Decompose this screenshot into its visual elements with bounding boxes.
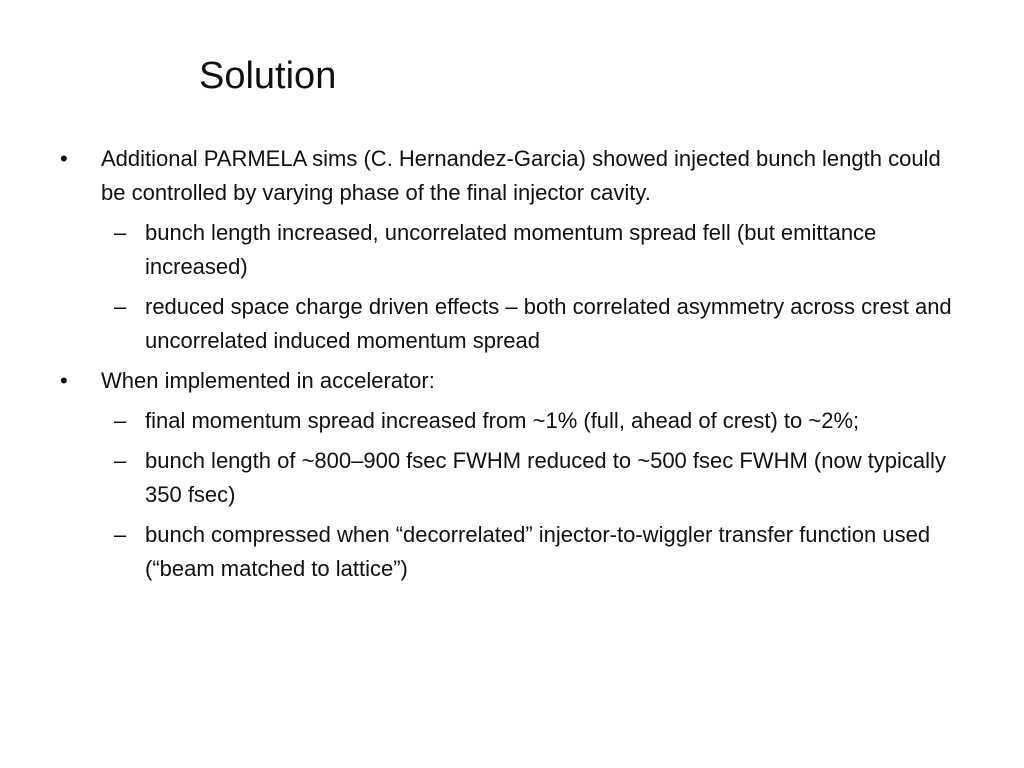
dash-marker: – bbox=[114, 294, 127, 319]
sub-bullet-text: bunch length of ~800–900 fsec FWHM reduced to ~500 fsec FWHM (now typically 350 fsec) bbox=[145, 448, 946, 507]
bullet-list bbox=[56, 142, 956, 592]
sub-bullet-text: bunch compressed when “decorrelated” injector-to-wiggler transfer function used (“beam matched to lattice”) bbox=[145, 522, 931, 581]
bullet-item bbox=[56, 364, 956, 398]
sub-bullet-item bbox=[56, 216, 956, 284]
sub-bullet-item bbox=[56, 518, 956, 586]
bullet-marker: • bbox=[60, 146, 68, 171]
sub-bullet-text: reduced space charge driven effects – both correlated asymmetry across crest and uncorrelated induced momentum spread bbox=[145, 294, 952, 353]
dash-marker: – bbox=[114, 522, 127, 547]
sub-bullet-item bbox=[56, 404, 956, 438]
sub-bullet-item bbox=[56, 444, 956, 512]
dash-marker: – bbox=[114, 448, 127, 473]
sub-bullet-text: final momentum spread increased from ~1% (full, ahead of crest) to ~2%; bbox=[145, 408, 860, 433]
bullet-marker: • bbox=[60, 368, 68, 393]
dash-marker: – bbox=[114, 408, 127, 433]
slide-title: Solution bbox=[199, 55, 337, 97]
sub-bullet-text: bunch length increased, uncorrelated momentum spread fell (but emittance increased) bbox=[145, 220, 877, 279]
dash-marker: – bbox=[114, 220, 127, 245]
sub-bullet-item bbox=[56, 290, 956, 358]
bullet-item bbox=[56, 142, 956, 210]
bullet-text: When implemented in accelerator: bbox=[101, 368, 435, 393]
bullet-text: Additional PARMELA sims (C. Hernandez-Garcia) showed injected bunch length could be controlled by varying phase of the final injector cavity. bbox=[101, 146, 941, 205]
